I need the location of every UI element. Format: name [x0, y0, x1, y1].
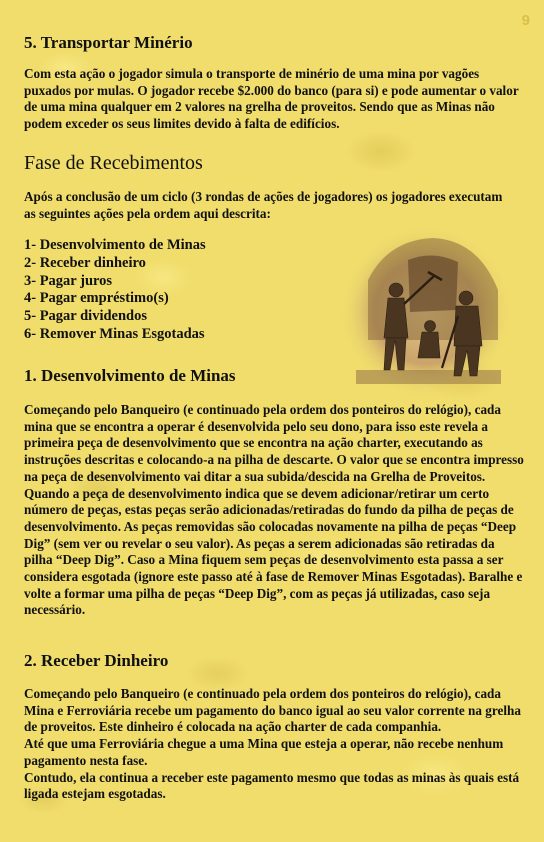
list-item: 1- Desenvolvimento de Minas	[24, 237, 206, 253]
list-item: 6- Remover Minas Esgotadas	[24, 325, 205, 342]
section-receive-body-block	[24, 686, 524, 803]
section-receive-title: 2. Receber Dinheiro	[24, 651, 169, 670]
section-5-title: 5. Transportar Minério	[24, 33, 193, 52]
page-number: 9	[521, 12, 530, 29]
section-receive-closing: Contudo, ela continua a receber este pagamento mesmo que todas as minas às quais está ligada estejam esgotadas.	[24, 769, 520, 802]
list-item: 4- Pagar empréstimo(s)	[24, 290, 169, 307]
list-item: 5- Pagar dividendos	[24, 308, 148, 325]
section-5-body: Com esta ação o jogador simula o transporte de minério de uma mina por vagões puxados por mulas. O jogador recebe $2.000 do banco (para si) e pode aumentar o valor de uma mina qualquer em 2 valores na grelha de proveitos. Sendo que as Minas não podem exceder os seus limites devido à falta de edifícios.	[24, 66, 519, 132]
phase-title: Fase de Recebimentos	[24, 152, 203, 174]
phase-intro: Após a conclusão de um ciclo (3 rondas de ações de jogadores) os jogadores executam as seguintes ações pela ordem aqui descrita:	[24, 189, 503, 221]
section-receive-body: Começando pelo Banqueiro (e continuado pela ordem dos ponteiros do relógio), cada Mina e Ferroviária recebe um pagamento do banco igual ao seu valor corrente na grelha de proveitos. Este dinheiro é colocada na ação charter de cada companhia.	[24, 686, 521, 735]
section-receive-emphasis: Até que uma Ferroviária chegue a uma Mina que esteja a operar, não recebe nenhum pagamento nesta fase.	[24, 736, 504, 768]
list-item: 2- Receber dinheiro	[24, 254, 146, 271]
section-dev-body: Começando pelo Banqueiro (e continuado pela ordem dos ponteiros do relógio), cada mina que se encontra a operar é desenvolvida pelo seu dono, para isso este revela a primeira peça de desenvolvimento que se encontra na ação charter, executando as instruções descritas e colocando-a na pilha de descarte. O valor que se encontra impresso na peça de desenvolvimento vai ditar a sua subida/descida na Grelha de Proveitos. Quando a peça de desenvolvimento indica que se devem adicionar/retirar um certo número de peças, estas peças serão adicionadas/retiradas do fundo da pilha de peças de desenvolvimento. As peças removidas são colocadas novamente na pilha de peças “Deep Dig” (sem ver ou revelar o seu valor). As peças a serem adicionadas são retiradas da pilha “Deep Dig”. Caso a Mina fiquem sem peças de desenvolvimento esta passa a ser considera esgotada (ignore este passo até à fase de Remover Minas Esgotadas). Baralhe e volte a formar uma pilha de peças “Deep Dig”, com as peças já utilizadas, caso seja necessário.	[24, 402, 524, 618]
list-item: 3- Pagar juros	[24, 272, 113, 289]
miners-illustration	[338, 220, 514, 398]
section-dev-title: 1. Desenvolvimento de Minas	[24, 366, 236, 385]
steps-list	[24, 237, 334, 344]
